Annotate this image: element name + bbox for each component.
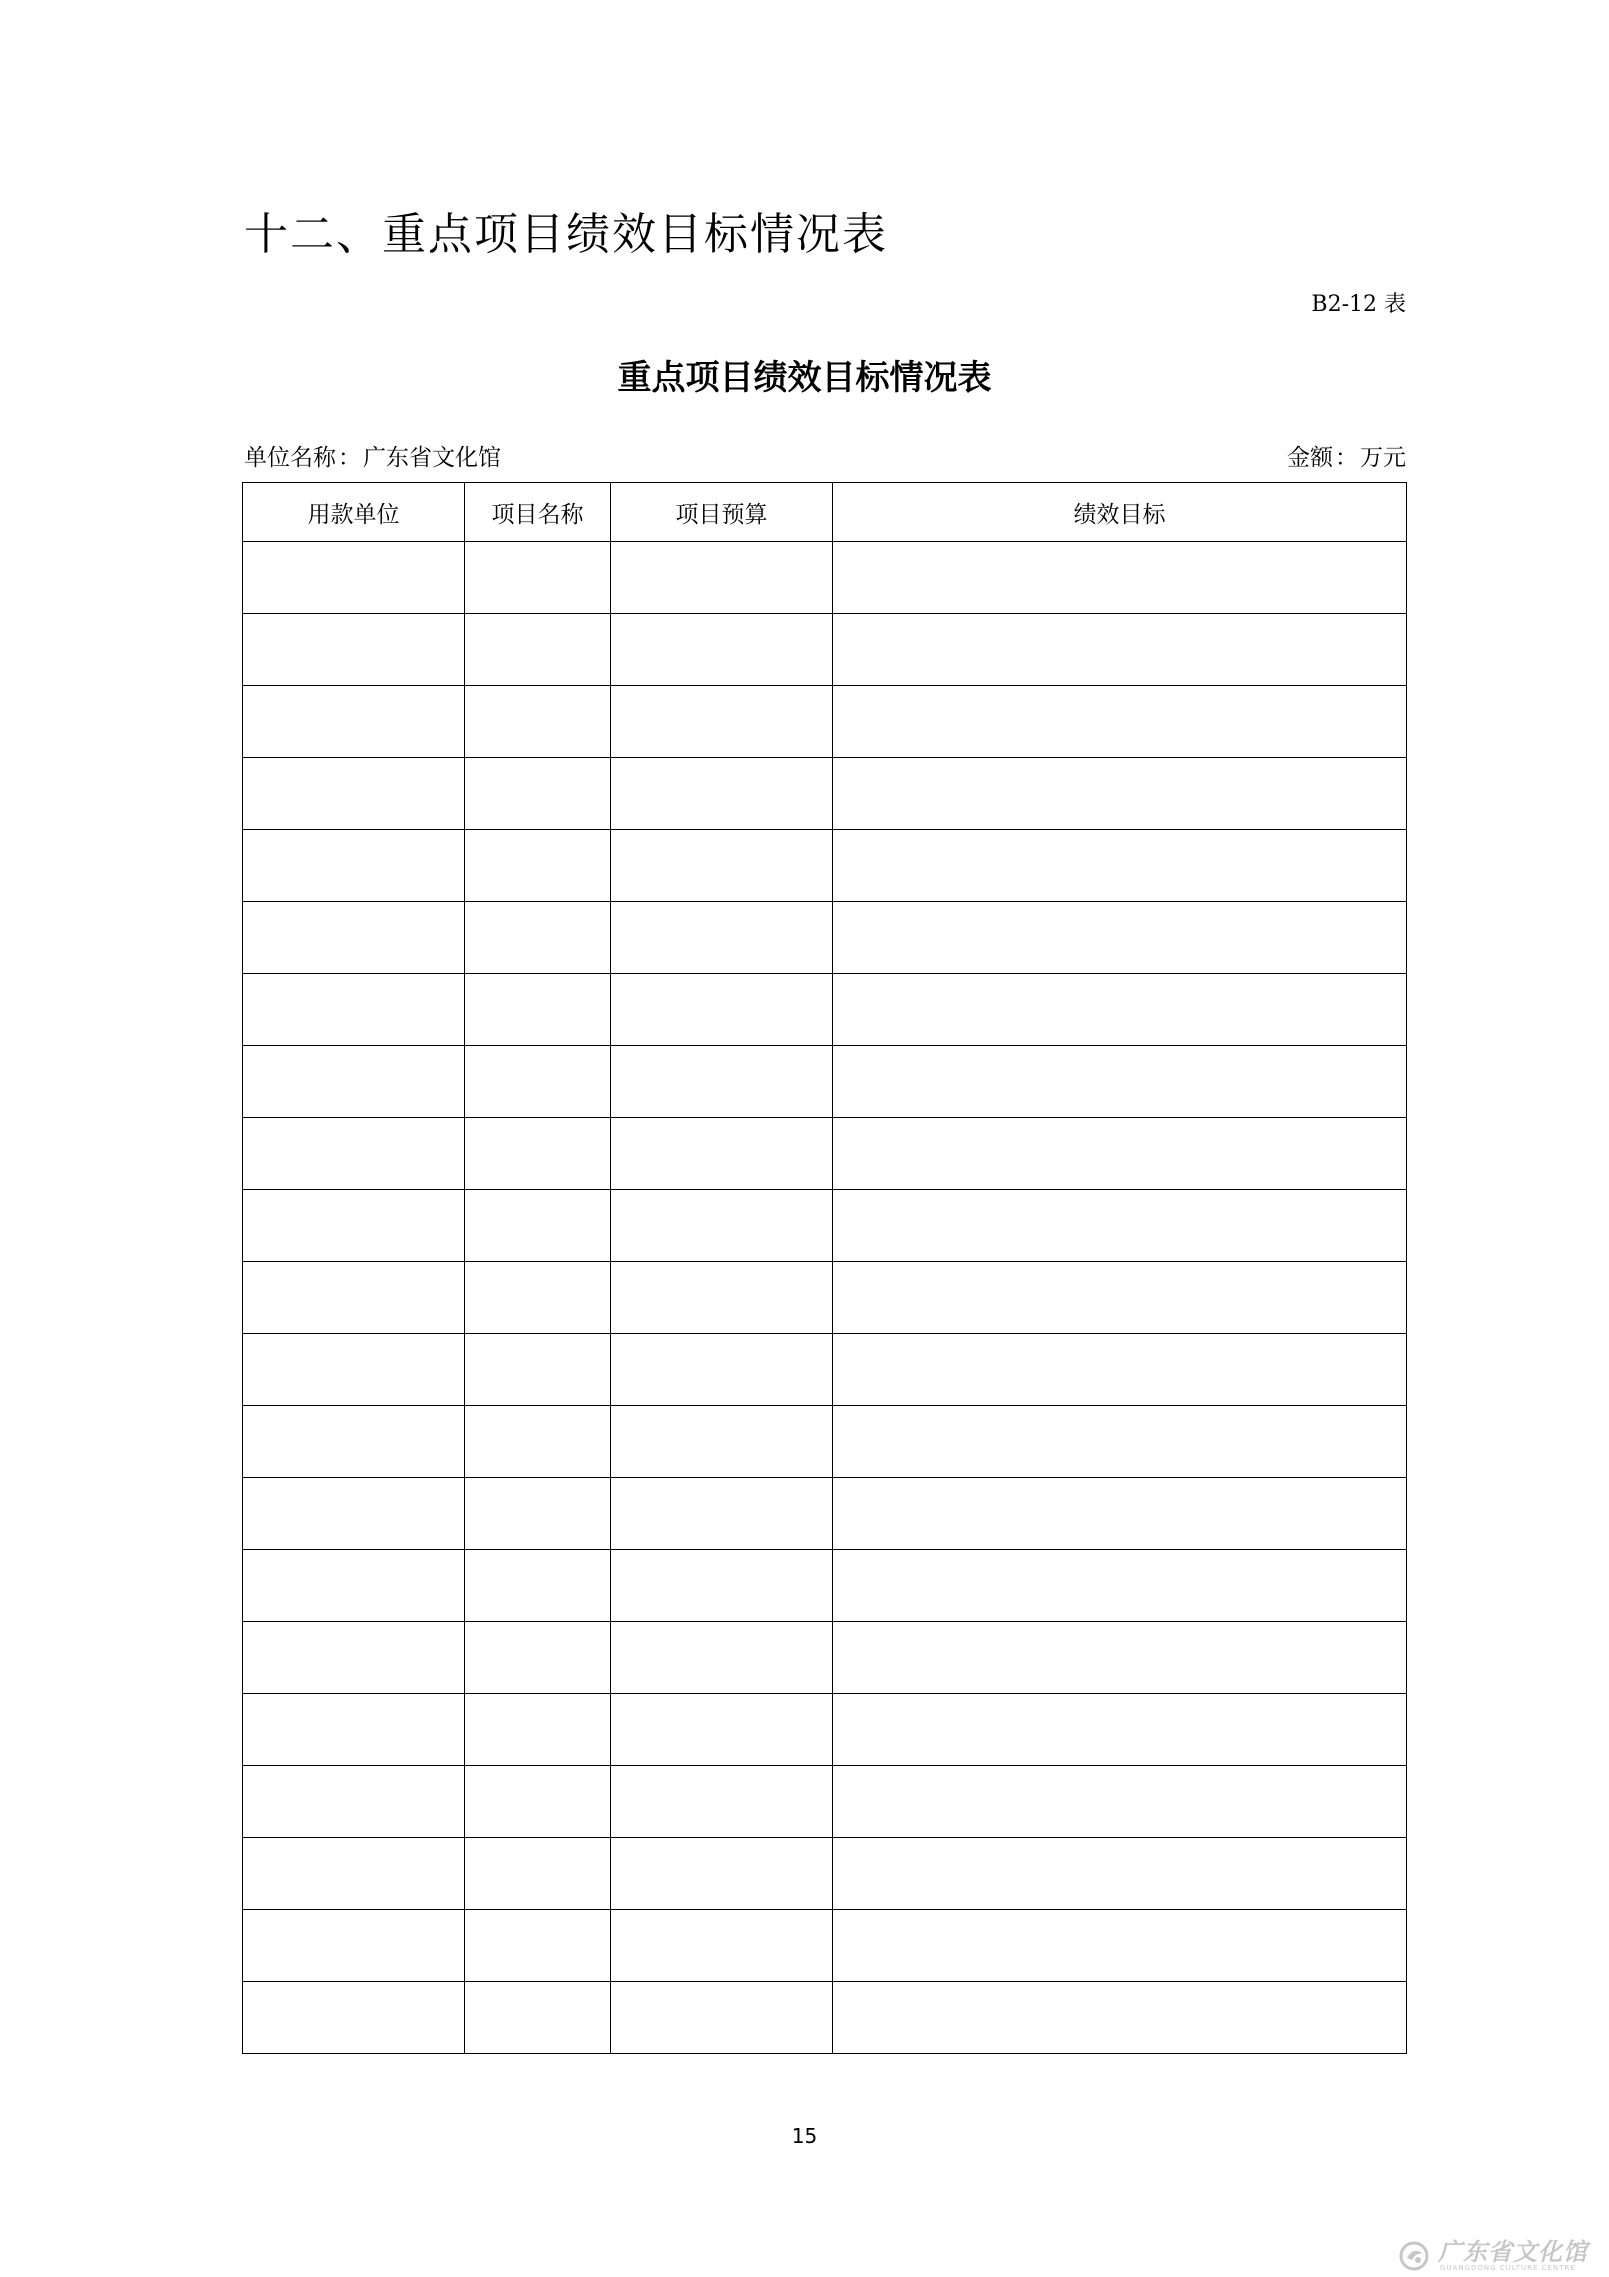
table-cell-performance-target [833,1118,1407,1190]
table-cell-funding-unit [243,1982,465,2054]
table-cell-project-name [465,1406,611,1478]
table-cell-performance-target [833,1622,1407,1694]
table-cell-project-name [465,830,611,902]
table-row [243,542,1407,614]
table-cell-funding-unit [243,1190,465,1262]
table-cell-project-budget [611,1262,833,1334]
amount-unit [1287,441,1406,475]
table-cell-project-budget [611,1550,833,1622]
table-cell-funding-unit [243,1910,465,1982]
table-cell-performance-target [833,1190,1407,1262]
table-row [243,1118,1407,1190]
table-row [243,1910,1407,1982]
table-cell-project-budget [611,974,833,1046]
table-cell-project-name [465,1262,611,1334]
table-cell-project-budget [611,1406,833,1478]
table-body [243,542,1407,2054]
table-cell-project-name [465,1910,611,1982]
page-number: 15 [791,2124,818,2148]
table-cell-project-budget [611,1622,833,1694]
table-row [243,1622,1407,1694]
table-cell-project-budget [611,542,833,614]
section-heading: 十二、重点项目绩效目标情况表 [244,209,888,260]
column-header-funding-unit: 用款单位 [243,483,465,542]
table-cell-project-budget [611,1694,833,1766]
table-cell-project-budget [611,1334,833,1406]
table-cell-project-name [465,1190,611,1262]
table-row [243,830,1407,902]
table-cell-funding-unit [243,1262,465,1334]
table-cell-project-name [465,1694,611,1766]
table-title: 重点项目绩效目标情况表 [617,358,992,398]
table-cell-funding-unit [243,1118,465,1190]
table-cell-performance-target [833,902,1407,974]
table-cell-project-budget [611,1118,833,1190]
table-cell-performance-target [833,1694,1407,1766]
table-cell-project-budget [611,1982,833,2054]
table-cell-project-budget [611,1478,833,1550]
table-cell-funding-unit [243,1550,465,1622]
amount-unit-value: 万元 [1360,445,1406,471]
table-cell-project-name [465,1118,611,1190]
table-cell-project-budget [611,614,833,686]
table-cell-performance-target [833,686,1407,758]
table-cell-performance-target [833,614,1407,686]
table-cell-project-budget [611,758,833,830]
table-cell-project-name [465,758,611,830]
table-row [243,1478,1407,1550]
logo-text: 广东省文化馆 [1438,2238,1588,2266]
table-row [243,1190,1407,1262]
table-cell-funding-unit [243,1766,465,1838]
table-cell-performance-target [833,1406,1407,1478]
table-cell-funding-unit [243,1334,465,1406]
column-header-project-name: 项目名称 [465,483,611,542]
table-code: B2-12 表 [1311,292,1406,317]
table-cell-project-name [465,1982,611,2054]
table-cell-project-name [465,1046,611,1118]
column-header-project-budget: 项目预算 [611,483,833,542]
table-cell-project-name [465,614,611,686]
table-cell-funding-unit [243,974,465,1046]
culture-centre-logo-icon [1398,2240,1434,2272]
table-cell-funding-unit [243,1046,465,1118]
table-cell-performance-target [833,542,1407,614]
table-header-row [243,483,1407,542]
table-cell-performance-target [833,1334,1407,1406]
table-cell-project-budget [611,1766,833,1838]
logo-subtext: GUANGDONG CULTURE CENTRE [1440,2264,1576,2272]
table-cell-funding-unit [243,1622,465,1694]
table-cell-performance-target [833,1838,1407,1910]
table-cell-project-name [465,686,611,758]
table-row [243,1334,1407,1406]
table-row [243,1766,1407,1838]
amount-separator: ： [1335,445,1358,471]
unit-name-value: 广东省文化馆 [363,445,501,471]
table-cell-funding-unit [243,1838,465,1910]
table-row [243,1406,1407,1478]
table-cell-funding-unit [243,1478,465,1550]
table-cell-funding-unit [243,614,465,686]
table-cell-funding-unit [243,758,465,830]
table-cell-project-name [465,1766,611,1838]
table-row [243,1046,1407,1118]
table-cell-project-budget [611,1190,833,1262]
meta-row [244,441,1406,475]
table-cell-funding-unit [243,902,465,974]
table-row [243,686,1407,758]
table-row [243,758,1407,830]
table-cell-project-budget [611,1046,833,1118]
table-cell-performance-target [833,1550,1407,1622]
table-cell-funding-unit [243,1694,465,1766]
table-cell-performance-target [833,1766,1407,1838]
unit-name-label: 单位名称 [244,445,336,471]
table-cell-project-name [465,1550,611,1622]
table-cell-performance-target [833,1982,1407,2054]
table-row [243,1982,1407,2054]
table-cell-project-name [465,1334,611,1406]
table-cell-project-budget [611,686,833,758]
table-cell-performance-target [833,1046,1407,1118]
table-cell-project-name [465,542,611,614]
table-cell-performance-target [833,1478,1407,1550]
table-cell-funding-unit [243,1406,465,1478]
table-row [243,974,1407,1046]
table-row [243,902,1407,974]
table-cell-project-budget [611,902,833,974]
table-cell-performance-target [833,758,1407,830]
column-header-performance-target: 绩效目标 [833,483,1407,542]
table-cell-project-budget [611,1910,833,1982]
table-row [243,614,1407,686]
table-row [243,1262,1407,1334]
table-cell-funding-unit [243,830,465,902]
table-cell-performance-target [833,1910,1407,1982]
unit-name-separator: ： [338,445,361,471]
table-cell-project-name [465,902,611,974]
table-cell-project-budget [611,830,833,902]
table-cell-project-budget [611,1838,833,1910]
unit-name [244,441,501,475]
table-row [243,1838,1407,1910]
amount-label: 金额 [1287,445,1333,471]
table-cell-performance-target [833,1262,1407,1334]
table-cell-project-name [465,1622,611,1694]
table-cell-project-name [465,1478,611,1550]
table-cell-funding-unit [243,686,465,758]
culture-centre-logo [1398,2240,1598,2272]
performance-target-table [242,482,1407,2054]
table-cell-performance-target [833,974,1407,1046]
table-cell-project-name [465,1838,611,1910]
table-row [243,1550,1407,1622]
table-cell-performance-target [833,830,1407,902]
table-row [243,1694,1407,1766]
table-cell-project-name [465,974,611,1046]
table-cell-funding-unit [243,542,465,614]
